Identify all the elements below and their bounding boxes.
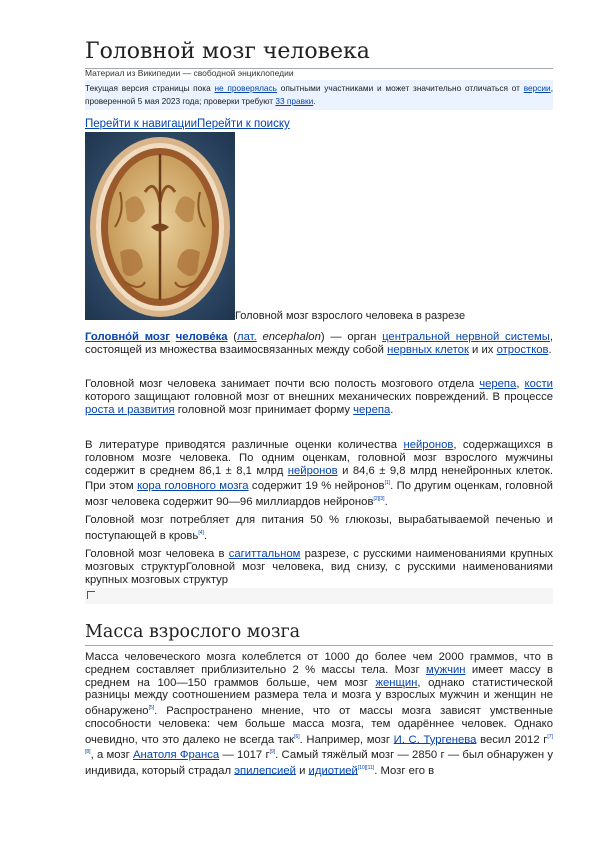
text: , состоящей из множества взаимосвязанных между собой xyxy=(85,331,554,356)
paragraph-gallery xyxy=(85,548,553,586)
text: и их xyxy=(468,343,497,356)
image-caption: Головной мозг взрослого человека в разрезе xyxy=(235,310,466,322)
text: , а мозг xyxy=(90,748,134,761)
gallery-placeholder xyxy=(85,588,553,604)
citation[interactable]: [5] xyxy=(148,705,155,712)
latin-link[interactable]: лат. xyxy=(237,331,257,343)
jump-to-navigation-link[interactable]: Перейти к навигации xyxy=(85,118,198,130)
cortex-link[interactable]: кора головного мозга xyxy=(137,480,249,493)
growth-link[interactable]: роста и развития xyxy=(85,403,175,416)
text: . Например, мозг xyxy=(299,733,394,746)
neurons-link[interactable]: нейронов xyxy=(403,439,454,451)
text: содержит 19 % нейронов xyxy=(248,480,385,493)
idiocy-link[interactable]: идиотией xyxy=(308,764,358,777)
text: , xyxy=(516,378,525,390)
text: , однако статистической разницы между соотношением размера тела и мозга у взрослых мужчин и женщин не обнаружено xyxy=(85,676,553,717)
page-title: Головной мозг человека xyxy=(85,38,553,69)
text: . xyxy=(203,529,208,542)
citation[interactable]: [6] xyxy=(294,733,300,740)
citation[interactable]: [7][8] xyxy=(85,733,553,756)
notice-text: . xyxy=(313,96,316,106)
men-link[interactable]: мужчин xyxy=(425,663,466,676)
text: . Мозг его в xyxy=(374,764,435,777)
citation[interactable]: [2][3] xyxy=(373,495,385,502)
citation[interactable]: [10][11] xyxy=(357,764,375,771)
text: Головной мозг человека в xyxy=(85,548,229,560)
text: ( xyxy=(227,331,238,343)
cns-link[interactable]: центральной нервной системы xyxy=(382,331,550,343)
revision-notice xyxy=(85,80,553,110)
text: . Распространено мнение, что от массы мозга зависят умственные способности человека: чем больше масса мозга, тем одарённее человек. Однако очевидно, что это далеко не всегда так xyxy=(85,704,553,746)
version-link[interactable]: версии xyxy=(523,83,551,93)
term-bold[interactable]: челове́ка xyxy=(175,331,228,343)
text: весил 2012 г xyxy=(476,733,548,746)
text: Головной мозг потребляет для питания 50 % глюкозы, вырабатываемой печенью и поступающей в кровь xyxy=(85,514,553,542)
text: . Самый тяжёлый мозг — 2850 г — был обнаружен у индивида, который страдал xyxy=(85,748,554,777)
women-link[interactable]: женщин xyxy=(375,676,418,689)
unchecked-link[interactable]: не проверялась xyxy=(214,83,277,93)
text: головной мозг принимает форму xyxy=(174,403,354,416)
text: — 1017 г xyxy=(219,748,270,761)
section-title: Масса взрослого мозга xyxy=(85,621,553,646)
broken-image-icon xyxy=(87,591,95,599)
citation[interactable]: [9] xyxy=(269,749,276,756)
paragraph-intro xyxy=(85,331,553,357)
edits-link[interactable]: 33 правки xyxy=(275,96,314,106)
text: . xyxy=(390,403,394,416)
brain-section-image[interactable] xyxy=(85,132,235,320)
neurons-link-2[interactable]: нейронов xyxy=(287,464,338,477)
text: . xyxy=(548,343,552,356)
citation[interactable]: [4] xyxy=(198,529,204,536)
bones-link[interactable]: кости xyxy=(524,378,553,390)
text: и 84,6 ± 9,8 млрд ненейронных клеток. При этом xyxy=(85,464,553,493)
text: В литературе приводятся различные оценки количества xyxy=(85,439,404,451)
skull-link-2[interactable]: черепа xyxy=(353,403,391,416)
paragraph-mass xyxy=(85,651,553,777)
nerve-cells-link[interactable]: нервных клеток xyxy=(387,343,469,356)
text: ) — орган xyxy=(320,331,383,343)
processes-link[interactable]: отростков xyxy=(496,343,549,356)
notice-text: , проверенной 5 мая 2023 года; проверки требуют xyxy=(85,83,553,106)
jump-to-search-link[interactable]: Перейти к поиску xyxy=(197,118,290,130)
citation[interactable]: [1] xyxy=(384,480,391,487)
text: имеет массу в среднем на 100—150 граммов больше, чем мозг xyxy=(85,663,553,689)
text: . По другим оценкам, головной мозг человека содержит 90—96 миллиардов нейронов xyxy=(85,480,553,508)
jump-links xyxy=(85,118,290,130)
brain-mri-image xyxy=(85,132,235,320)
skull-link[interactable]: черепа xyxy=(479,378,517,390)
term-bold[interactable]: Головно́й мозг xyxy=(85,331,171,343)
notice-text: Текущая версия страницы пока xyxy=(85,83,215,93)
notice-text: опытными участниками и может значительно отличаться от xyxy=(277,83,524,93)
sagittal-link[interactable]: сагиттальном xyxy=(228,548,301,560)
site-subtitle: Материал из Википедии — свободной энциклопедии xyxy=(85,68,294,78)
text: Масса человеческого мозга колеблется от 1000 до более чем 2000 граммов, что в среднем составляет приблизительно 2 % массы тела. Мозг xyxy=(85,651,553,676)
latin-word: encephalon xyxy=(256,331,321,343)
paragraph-glucose xyxy=(85,514,553,542)
epilepsy-link[interactable]: эпилепсией xyxy=(234,764,296,777)
text: которого защищают головной мозг от внешних механических повреждений. В процессе xyxy=(85,390,553,403)
paragraph-skull xyxy=(85,378,553,416)
text: разрезе, с русскими наименованиями крупных мозговых структурГоловной мозг человека, вид снизу, с русскими наименованиями крупных мозговых структур xyxy=(85,548,554,586)
text: , содержащихся в головном мозге человека. По одним оценкам, головной мозг взрослого мужчины содержит в среднем 86,1 ± 8,1 млрд xyxy=(85,439,553,477)
text: . xyxy=(384,495,388,508)
text: и xyxy=(295,764,309,777)
turgenev-link[interactable]: И. С. Тургенева xyxy=(393,733,477,746)
text: Головной мозг человека занимает почти всю полость мозгового отдела xyxy=(85,378,480,390)
france-link[interactable]: Анатоля Франса xyxy=(133,748,220,761)
paragraph-neurons xyxy=(85,439,553,509)
